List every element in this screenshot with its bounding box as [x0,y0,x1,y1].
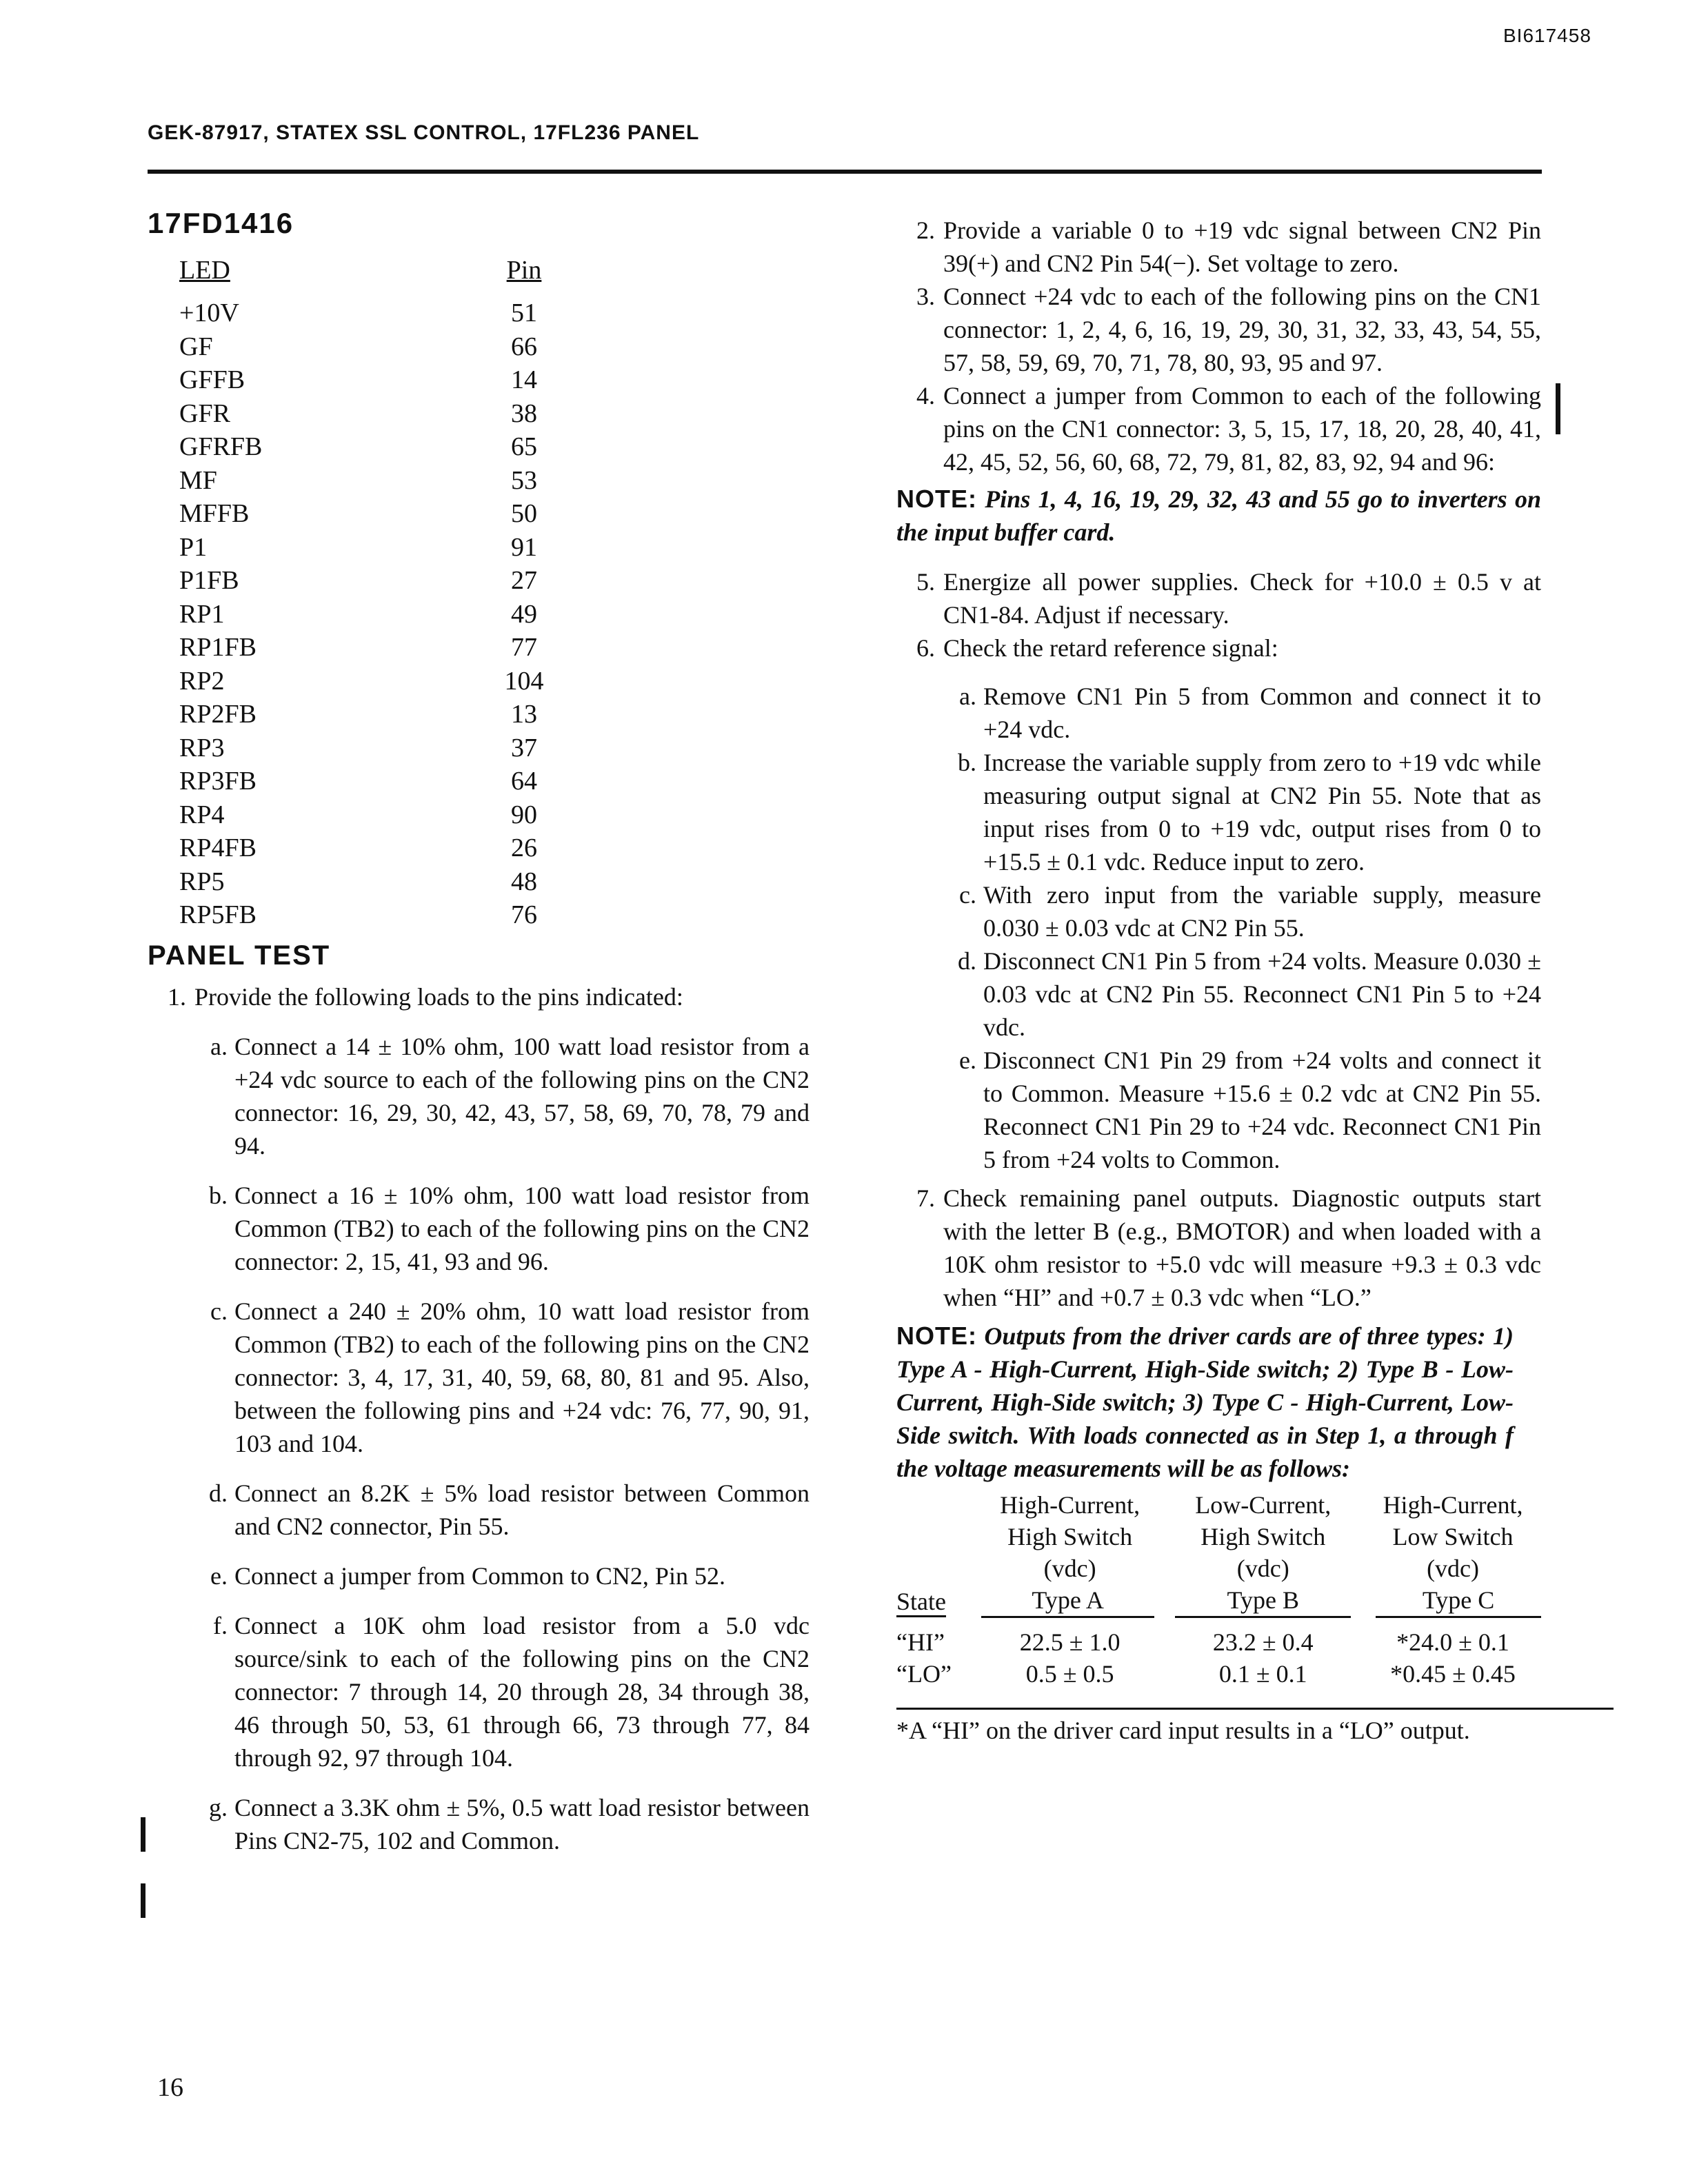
pin-number: 66 [511,332,537,361]
step-item [896,631,1541,665]
led-name: GFFB [179,365,245,395]
pin-number: 37 [511,733,537,762]
note-label: NOTE: [896,485,977,513]
voltage-table [896,1489,1541,1690]
type-header: Type A [981,1584,1155,1618]
substep-item [939,878,1541,944]
step-number: 4. [916,382,935,410]
step-number: 6. [916,634,935,662]
note-block [896,1320,1541,1485]
substep-letter: d. [958,947,976,975]
table-row [179,831,559,865]
table-row [896,1658,1541,1690]
step-item [896,565,1541,631]
value-cell: *24.0 ± 0.1 [1396,1628,1509,1656]
step-text: Connect a jumper from Common to each of the following pins on the CN1 connector: 3, 5, 15, 17, 18, 20, 28, 40, 41, 42, 45, 52, 56, 60, 68, 72, 79, 81, 82, 83, 92, 94 and 96: [943,382,1541,476]
pin-number: 104 [504,666,544,696]
substep-letter: b. [958,749,976,776]
column-header: High-Current, [1000,1491,1141,1519]
led-name: RP2 [179,666,225,696]
section-title: 17FD1416 [148,207,294,239]
substep-letter: f. [213,1611,228,1639]
substep-item [190,1559,810,1593]
step-item [148,980,810,1013]
led-name: P1 [179,532,208,562]
substep-text: Increase the variable supply from zero to +19 vdc while measuring output signal at CN2 Pin 55. Note that as input rises from 0 to +19 vdc, output rises from 0 to +15.5 ± 0.1 vdc. Reduce input to zero. [983,749,1541,876]
substep-text: With zero input from the variable supply, measure 0.030 ± 0.03 vdc at CN2 Pin 55. [983,881,1541,942]
substep-text: Connect an 8.2K ± 5% load resistor between Common and CN2 connector, Pin 55. [234,1479,810,1540]
column-header: High Switch [1007,1523,1133,1550]
value-cell: 23.2 ± 0.4 [1212,1628,1314,1656]
right-column [896,214,1541,1747]
substep-item [190,1791,810,1857]
step-number: 1. [168,982,186,1011]
table-row [179,631,559,665]
substep-text: Connect a 10K ohm load resistor from a 5.0 vdc source/sink to each of the following pins on the CN2 connector: 7 through 14, 20 through 28, 34 through 38, 46 through 50, 53, 61 through 66, 73 through 77, 84 through 92, 97 through 104. [234,1611,810,1772]
column-header: High Switch [1200,1523,1326,1550]
value-cell: 0.5 ± 0.5 [1025,1660,1114,1688]
table-row [179,731,559,765]
table-row [179,865,559,899]
change-bar [141,1817,145,1852]
led-name: GF [179,332,213,361]
led-name: RP1FB [179,633,257,663]
change-bar [141,1883,145,1918]
step-text: Connect +24 vdc to each of the following pins on the CN1 connector: 1, 2, 4, 6, 16, 19, 29, 30, 31, 32, 33, 43, 54, 55, 57, 58, 59, 69, 70, 71, 78, 80, 93, 95 and 97. [943,283,1541,376]
table-row [179,598,559,631]
step-item [896,1182,1541,1314]
table-row [179,765,559,798]
substep-text: Disconnect CN1 Pin 29 from +24 volts and connect it to Common. Measure +15.6 ± 0.2 vdc at CN2 Pin 55. Reconnect CN1 Pin 29 to +24 vdc. Reconnect CN1 Pin 5 from +24 volts to Common. [983,1046,1541,1173]
footnote: *A “HI” on the driver card input results in a “LO” output. [896,1708,1614,1747]
substep-item [939,944,1541,1044]
left-column [148,207,810,1857]
led-name: RP5FB [179,900,257,930]
step-item [896,214,1541,280]
table-header-row [896,1553,1541,1584]
led-name: RP3 [179,733,225,762]
header-rule [148,170,1542,174]
led-name: RP4FB [179,833,257,863]
substep-item [190,1609,810,1775]
led-name: +10V [179,299,239,328]
table-row [179,531,559,565]
table-row [179,665,559,698]
state-header: State [896,1588,946,1617]
note-block [896,483,1541,549]
pin-number: 49 [511,599,537,629]
table-row [179,497,559,531]
pin-number: 51 [511,299,537,328]
table-header-row [896,1489,1541,1521]
substep-text: Disconnect CN1 Pin 5 from +24 volts. Measure 0.030 ± 0.03 vdc at CN2 Pin 55. Reconnect CN1 Pin 5 to +24 vdc. [983,947,1541,1041]
substep-text: Connect a 3.3K ohm ± 5%, 0.5 watt load resistor between Pins CN2-75, 102 and Common. [234,1793,810,1854]
pin-number: 48 [511,867,537,896]
document-id: BI617458 [1503,25,1591,46]
led-name: RP1 [179,599,225,629]
table-row [179,798,559,832]
note-text: Pins 1, 4, 16, 19, 29, 32, 43 and 55 go to inverters on the input buffer card. [896,485,1541,546]
state-cell: “HI” [896,1628,945,1656]
led-name: GFR [179,398,230,428]
substep-letter: c. [959,881,976,909]
led-name: RP5 [179,867,225,896]
column-header: High-Current, [1383,1491,1523,1519]
pin-number: 14 [511,365,537,395]
table-row [179,397,559,431]
substep-item [939,746,1541,878]
change-bar [1556,383,1560,434]
table-header-row [179,251,559,296]
substep-letter: a. [959,682,976,710]
value-cell: *0.45 ± 0.45 [1390,1660,1516,1688]
substep-item [190,1477,810,1543]
note-label: NOTE: [896,1322,977,1350]
table-row [179,296,559,330]
substep-item [190,1295,810,1460]
substep-letter: b. [209,1181,228,1209]
pin-number: 90 [511,800,537,829]
substep-letter: c. [210,1297,228,1325]
step-text: Provide a variable 0 to +19 vdc signal between CN2 Pin 39(+) and CN2 Pin 54(−). Set voltage to zero. [943,216,1541,277]
value-cell: 0.1 ± 0.1 [1218,1660,1307,1688]
led-pin-table [179,251,559,932]
pin-number: 64 [511,767,537,796]
step-text: Check the retard reference signal: [943,634,1278,662]
table-row [179,898,559,932]
table-row [179,330,559,364]
pin-number: 26 [511,833,537,863]
pin-number: 77 [511,633,537,663]
table-row [179,698,559,731]
column-header: Low Switch [1392,1523,1514,1550]
step-text: Check remaining panel outputs. Diagnostic outputs start with the letter B (e.g., BMOTOR) and when loaded with a 10K ohm resistor to +5.0 vdc will measure +9.3 ± 0.3 vdc when “HI” and +0.7 ± 0.3 vdc when “LO.” [943,1184,1541,1311]
table-row [896,1626,1541,1658]
led-name: P1FB [179,566,239,596]
value-cell: 22.5 ± 1.0 [1019,1628,1121,1656]
substep-letter: e. [959,1046,976,1074]
table-row [896,1618,1541,1626]
pin-number: 91 [511,532,537,562]
led-name: MFFB [179,499,250,529]
led-name: RP2FB [179,700,257,729]
table-header-row [896,1584,1541,1618]
substep-text: Connect a jumper from Common to CN2, Pin 52. [234,1561,725,1590]
step-text: Energize all power supplies. Check for +10.0 ± 0.5 v at CN1-84. Adjust if necessary. [943,568,1541,629]
step-number: 2. [916,216,935,244]
substep-letter: e. [210,1561,228,1590]
state-cell: “LO” [896,1660,952,1688]
substep-item [939,1044,1541,1176]
column-header: LED [179,256,230,285]
substep-text: Connect a 14 ± 10% ohm, 100 watt load resistor from a +24 vdc source to each of the following pins on the CN2 connector: 16, 29, 30, 42, 43, 57, 58, 69, 70, 78, 79 and 94. [234,1032,810,1160]
column-header: Low-Current, [1195,1491,1332,1519]
table-header-row [896,1521,1541,1553]
table-row [179,363,559,397]
column-header: Pin [506,256,542,285]
table-row [179,430,559,464]
type-header: Type C [1376,1584,1541,1618]
pin-number: 65 [511,432,537,462]
pin-number: 76 [511,900,537,930]
running-header: GEK-87917, STATEX SSL CONTROL, 17FL236 PANEL [148,121,700,144]
substep-item [190,1179,810,1278]
led-name: MF [179,465,217,495]
substep-letter: d. [209,1479,228,1507]
note-text: Outputs from the driver cards are of three types: 1) Type A - High-Current, High-Side switch; 2) Type B - Low-Current, High-Side switch; 3) Type C - High-Current, Low-Side switch. With loads connected as in Step 1, a through f the voltage measurements will be as follows: [896,1322,1514,1482]
substep-letter: g. [209,1793,228,1821]
column-header: (vdc) [1236,1555,1289,1582]
page-number: 16 [157,2073,183,2102]
substep-text: Connect a 240 ± 20% ohm, 10 watt load resistor from Common (TB2) to each of the following pins on the CN2 connector: 3, 4, 17, 31, 40, 59, 68, 80, 81 and 95. Also, between the following pins and +24 vdc: 76, 77, 90, 91, 103 and 104. [234,1297,810,1457]
type-header: Type B [1175,1584,1351,1618]
pin-number: 50 [511,499,537,529]
step-item [896,379,1541,478]
led-name: RP4 [179,800,225,829]
led-name: GFRFB [179,432,263,462]
substep-letter: a. [210,1032,228,1060]
pin-number: 38 [511,398,537,428]
step-text: Provide the following loads to the pins indicated: [194,982,683,1011]
substep-item [939,680,1541,746]
substep-item [190,1030,810,1162]
step-number: 7. [916,1184,935,1212]
step-number: 5. [916,568,935,596]
pin-number: 13 [511,700,537,729]
column-header: (vdc) [1427,1555,1480,1582]
substep-text: Connect a 16 ± 10% ohm, 100 watt load resistor from Common (TB2) to each of the following pins on the CN2 connector: 2, 15, 41, 93 and 96. [234,1181,810,1275]
substep-text: Remove CN1 Pin 5 from Common and connect it to +24 vdc. [983,682,1541,743]
pin-number: 27 [511,566,537,596]
pin-number: 53 [511,465,537,495]
table-row [179,464,559,498]
led-name: RP3FB [179,767,257,796]
table-row [179,564,559,598]
panel-test-title: PANEL TEST [148,940,331,971]
column-header: (vdc) [1043,1555,1096,1582]
step-item [896,280,1541,379]
step-number: 3. [916,283,935,310]
